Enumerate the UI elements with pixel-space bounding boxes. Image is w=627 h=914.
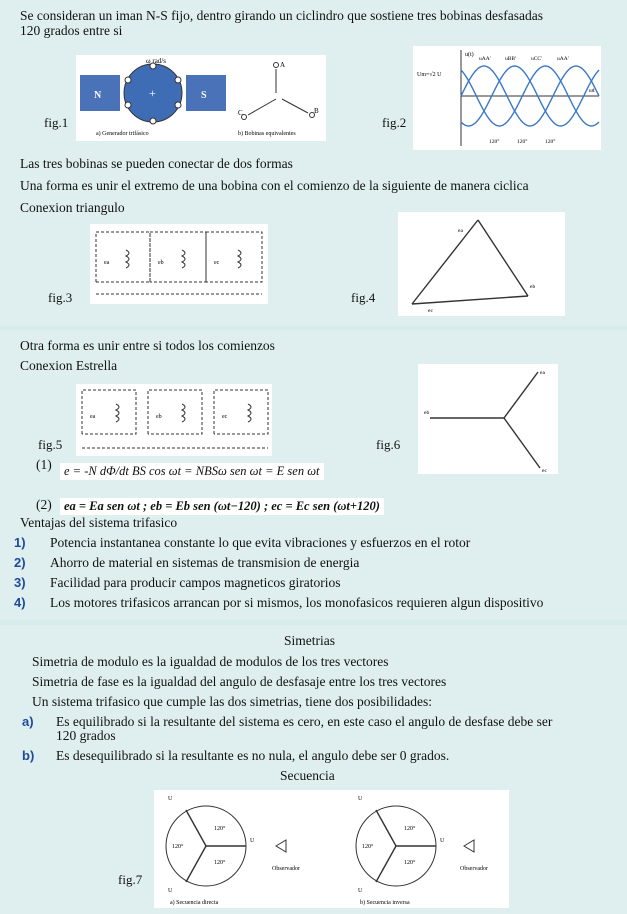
svg-text:ea: ea bbox=[540, 370, 545, 376]
equivalent-coils bbox=[242, 63, 315, 120]
svg-text:120°: 120° bbox=[404, 860, 416, 866]
fig4-svg bbox=[398, 212, 565, 316]
svg-text:eb: eb bbox=[424, 410, 430, 416]
svg-text:120°: 120° bbox=[214, 826, 226, 832]
svg-text:C: C bbox=[238, 109, 243, 117]
fig1-generator-diagram bbox=[76, 55, 326, 141]
option-b-mark: b) bbox=[22, 748, 35, 763]
star-title: Conexion Estrella bbox=[20, 358, 118, 373]
option-a-mark: a) bbox=[22, 714, 34, 729]
fig2-waveforms bbox=[413, 46, 601, 150]
intro-line-2: 120 grados entre si bbox=[20, 23, 123, 38]
advantage-2-text: Ahorro de material en sistemas de transmision de energia bbox=[50, 555, 360, 570]
fig2-svg bbox=[413, 46, 601, 150]
equation-2: ea = Ea sen ωt ; eb = Eb sen (ωt−120) ; ec = Ec sen (ωt+120) bbox=[60, 498, 384, 515]
svg-text:ec: ec bbox=[214, 260, 220, 266]
fig1-svg bbox=[76, 55, 326, 141]
fig4-label: fig.4 bbox=[351, 290, 376, 305]
svg-text:ea: ea bbox=[104, 260, 110, 266]
advantage-4-text: Los motores trifasicos arrancan por si mismos, los monofasicos requieren algun dispositivo bbox=[50, 595, 544, 610]
delta-title: Conexion triangulo bbox=[20, 200, 125, 215]
svg-text:U: U bbox=[440, 838, 445, 844]
svg-text:120°: 120° bbox=[489, 139, 500, 145]
svg-text:120°: 120° bbox=[172, 844, 184, 850]
fig3-label: fig.3 bbox=[48, 290, 73, 305]
equation-1: e = -N dΦ/dt BS cos ωt = NBSω sen ωt = E sen ωt bbox=[60, 463, 324, 480]
fig7-sequence-diagrams bbox=[154, 790, 509, 908]
symmetry-title: Simetrias bbox=[284, 633, 335, 648]
fig3-svg bbox=[90, 224, 268, 304]
eq1-number: (1) bbox=[36, 457, 52, 472]
svg-text:120°: 120° bbox=[545, 139, 556, 145]
svg-text:120°: 120° bbox=[404, 826, 416, 832]
svg-text:120°: 120° bbox=[214, 860, 226, 866]
fig6-label: fig.6 bbox=[376, 437, 401, 452]
way1-text: Una forma es unir el extremo de una bobina con el comienzo de la siguiente de manera ciclica bbox=[20, 178, 529, 193]
svg-text:b) Secuencia inversa: b) Secuencia inversa bbox=[360, 900, 410, 906]
fig2-label: fig.2 bbox=[382, 115, 407, 130]
two-ways-text: Las tres bobinas se pueden conectar de dos formas bbox=[20, 156, 293, 171]
advantage-4-number: 4) bbox=[14, 595, 26, 610]
option-b-text: Es desequilibrado si la resultante es no nula, el angulo debe ser 0 grados. bbox=[56, 748, 450, 763]
symmetry-line-3: Un sistema trifasico que cumple las dos simetrias, tiene dos posibilidades: bbox=[32, 694, 433, 709]
advantages-title: Ventajas del sistema trifasico bbox=[20, 515, 178, 530]
svg-text:+: + bbox=[149, 86, 156, 100]
eq2-number: (2) bbox=[36, 497, 52, 512]
fig7-label: fig.7 bbox=[118, 872, 143, 887]
advantage-1-number: 1) bbox=[14, 535, 26, 550]
svg-text:ec: ec bbox=[222, 414, 228, 420]
fig3-delta-coils bbox=[90, 224, 268, 304]
svg-text:uAA': uAA' bbox=[479, 56, 491, 62]
svg-text:eb: eb bbox=[530, 284, 536, 290]
svg-text:U: U bbox=[168, 888, 173, 894]
svg-text:b) Bobinas equivalentes: b) Bobinas equivalentes bbox=[238, 131, 296, 137]
svg-text:S: S bbox=[201, 90, 207, 101]
sequence-title: Secuencia bbox=[280, 768, 335, 783]
svg-text:ea: ea bbox=[90, 414, 96, 420]
advantage-3-number: 3) bbox=[14, 575, 26, 590]
symmetry-line-2: Simetria de fase es la igualdad del angulo de desfasaje entre los tres vectores bbox=[32, 674, 447, 689]
svg-text:N: N bbox=[94, 90, 102, 101]
symmetry-line-1: Simetria de modulo es la igualdad de modulos de los tres vectores bbox=[32, 654, 389, 669]
fig1-label: fig.1 bbox=[44, 115, 69, 130]
svg-text:uAA': uAA' bbox=[557, 56, 569, 62]
svg-text:U: U bbox=[358, 888, 363, 894]
svg-text:B: B bbox=[314, 107, 319, 115]
way2-text: Otra forma es unir entre si todos los comienzos bbox=[20, 338, 275, 353]
svg-text:Observador: Observador bbox=[272, 866, 300, 872]
svg-text:Um=√2 U: Um=√2 U bbox=[417, 72, 442, 78]
svg-text:ec: ec bbox=[542, 468, 547, 474]
svg-text:120°: 120° bbox=[362, 844, 374, 850]
inverse-sequence bbox=[356, 796, 488, 906]
svg-text:ea: ea bbox=[458, 228, 463, 234]
svg-text:uCC': uCC' bbox=[531, 56, 543, 62]
advantage-3-text: Facilidad para producir campos magneticos giratorios bbox=[50, 575, 341, 590]
option-a-line-2: 120 grados bbox=[56, 728, 116, 743]
svg-text:eb: eb bbox=[156, 414, 162, 420]
svg-text:120°: 120° bbox=[517, 139, 528, 145]
fig7-svg bbox=[154, 790, 509, 908]
svg-text:U: U bbox=[358, 796, 363, 802]
svg-text:A: A bbox=[280, 61, 286, 69]
svg-text:uBB': uBB' bbox=[505, 56, 517, 62]
fig6-svg bbox=[418, 364, 558, 474]
svg-text:U: U bbox=[168, 796, 173, 802]
direct-sequence bbox=[166, 796, 300, 906]
advantage-2-number: 2) bbox=[14, 555, 26, 570]
svg-text:Observador: Observador bbox=[460, 866, 488, 872]
svg-text:ω rad/s: ω rad/s bbox=[146, 57, 166, 65]
fig5-label: fig.5 bbox=[38, 437, 63, 452]
svg-text:U: U bbox=[250, 838, 255, 844]
svg-text:u(t): u(t) bbox=[465, 52, 474, 58]
svg-text:eb: eb bbox=[158, 260, 164, 266]
svg-text:a) Secuencia directa: a) Secuencia directa bbox=[170, 900, 219, 906]
fig4-delta-vectors bbox=[398, 212, 565, 316]
fig5-svg bbox=[76, 384, 272, 456]
intro-line-1: Se consideran un iman N-S fijo, dentro girando un ciclindro que sostiene tres bobinas desfasadas bbox=[20, 8, 543, 23]
svg-text:ec: ec bbox=[428, 308, 433, 314]
fig6-star-vectors bbox=[418, 364, 558, 474]
svg-text:ωt: ωt bbox=[589, 88, 595, 94]
svg-text:a) Generador trifásico: a) Generador trifásico bbox=[96, 131, 149, 137]
advantage-1-text: Potencia instantanea constante lo que evita vibraciones y esfuerzos en el rotor bbox=[50, 535, 471, 550]
fig5-star-coils bbox=[76, 384, 272, 456]
option-a-line-1: Es equilibrado si la resultante del sistema es cero, en este caso el angulo de desfase debe ser bbox=[56, 714, 553, 729]
